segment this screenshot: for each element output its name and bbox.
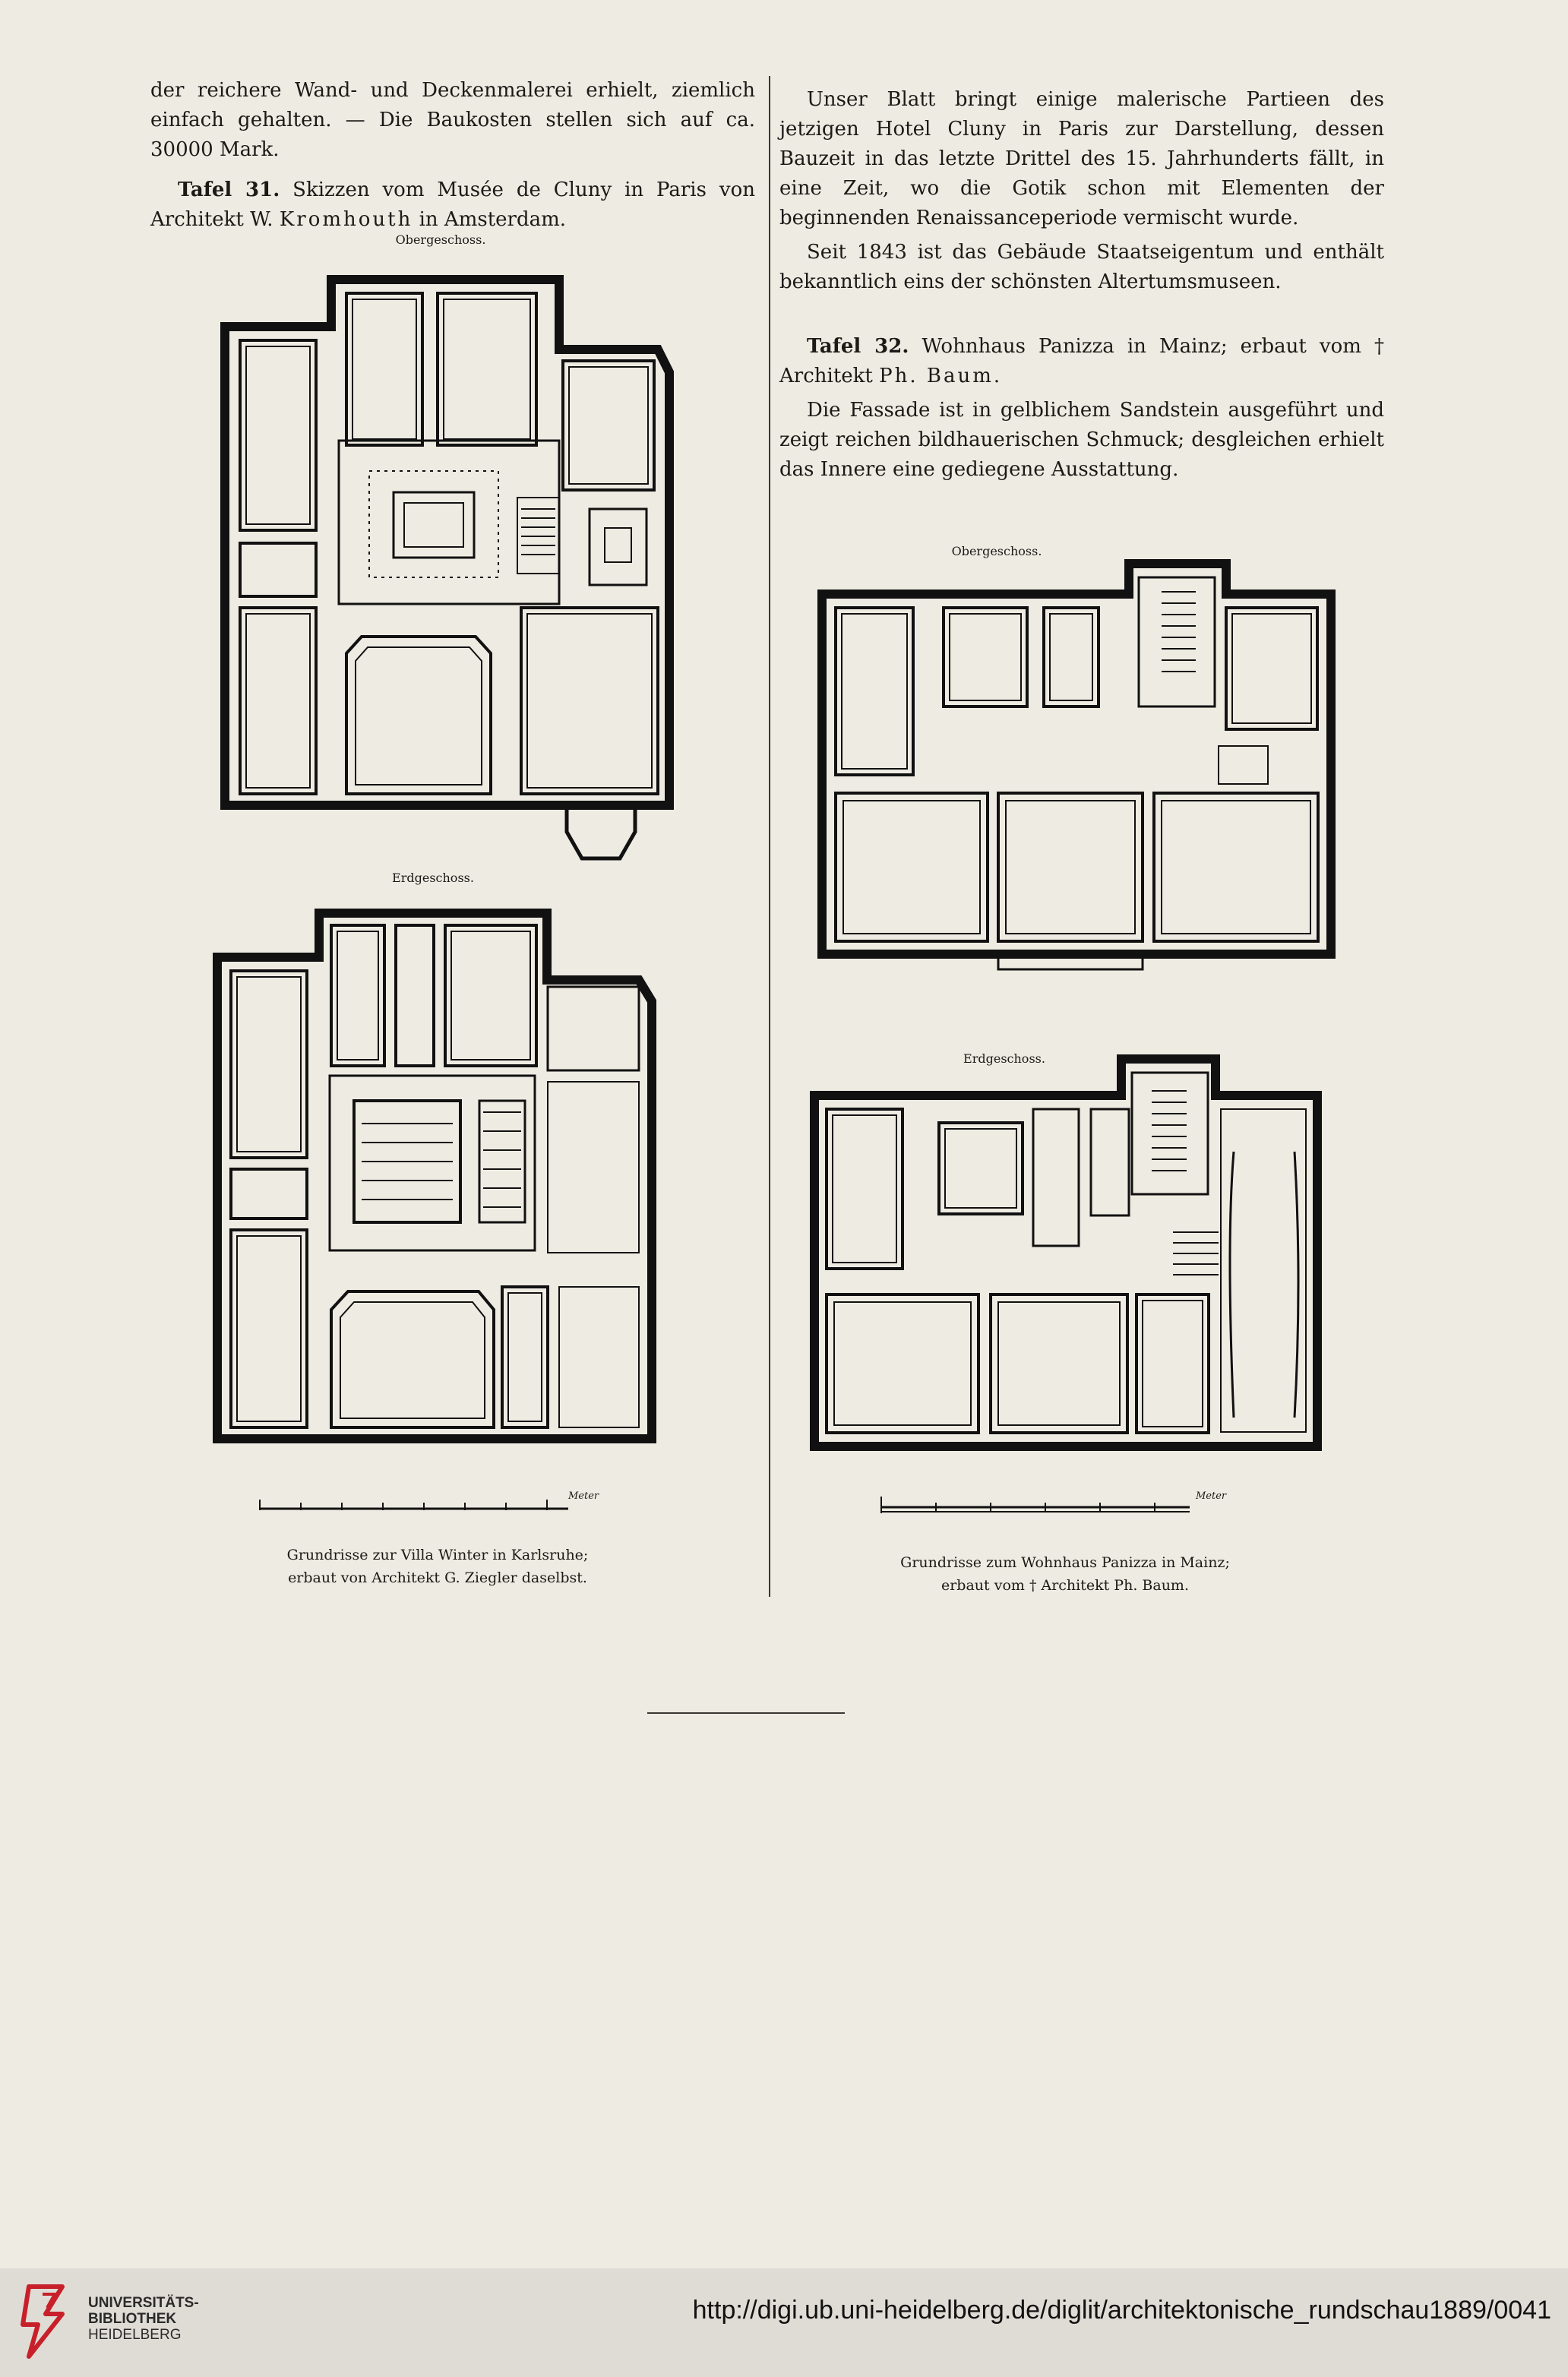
- villa-ground-floor-plan: [210, 907, 665, 1448]
- library-footer: [0, 2268, 1568, 2377]
- panizza-scale-unit: Meter: [1196, 1490, 1227, 1502]
- tafel31-paragraph: Tafel 31. Skizzen vom Musée de Cluny in Paris von Architekt W. Kromhouth in Amsterdam.: [150, 179, 755, 231]
- museum-paragraph: Seit 1843 ist das Gebäude Staatseigentum und enthält bekanntlich eins der schönsten Altertumsmuseen.: [779, 241, 1384, 293]
- section-end-rule: [647, 1712, 845, 1714]
- panizza-upper-label: Obergeschoss.: [951, 544, 1042, 558]
- intro-paragraph: der reichere Wand- und Deckenmalerei erhielt, ziemlich einfach gehalten. — Die Baukosten stellen sich auf ca. 30000 Mark.: [150, 79, 755, 161]
- column-divider: [769, 76, 770, 1597]
- tafel32-paragraph: Tafel 32. Wohnhaus Panizza in Mainz; erbaut vom † Architekt Ph. Baum.: [779, 335, 1384, 387]
- panizza-ground-label: Erdgeschoss.: [963, 1051, 1045, 1066]
- architect-name: Ph. Baum.: [879, 365, 1003, 387]
- villa-upper-floor-plan: [217, 273, 676, 869]
- villa-upper-label: Obergeschoss.: [395, 232, 486, 247]
- library-logo-icon: [15, 2282, 74, 2361]
- cluny-paragraph: Unser Blatt bringt einige malerische Partieen des jetzigen Hotel Cluny in Paris zur Darstellung, dessen Bauzeit in das letzte Drittel des 15. Jahrhunderts fällt, in eine Zeit, wo die Gotik schon mit Elementen der beginnenden Renaissanceperiode vermischt wurde.: [779, 88, 1384, 229]
- villa-ground-label: Erdgeschoss.: [392, 871, 474, 885]
- library-name: UNIVERSITÄTS- BIBLIOTHEK HEIDELBERG: [88, 2295, 199, 2343]
- tafel32-heading: Tafel 32.: [807, 335, 909, 358]
- villa-scale-unit: Meter: [568, 1490, 599, 1502]
- right-text-column: [779, 85, 1384, 485]
- architect-name: Kromhouth: [279, 208, 413, 231]
- source-url-link[interactable]: http://digi.ub.uni-heidelberg.de/diglit/architektonische_rundschau1889/0041: [692, 2296, 1551, 2325]
- panizza-ground-floor-plan: [808, 1053, 1325, 1456]
- left-text-column: [150, 76, 755, 235]
- panizza-upper-floor-plan: [816, 558, 1340, 980]
- villa-scale-bar: [257, 1489, 576, 1519]
- tafel31-heading: Tafel 31.: [178, 179, 280, 201]
- panizza-scale-bar: [878, 1489, 1197, 1519]
- villa-caption: Grundrisse zur Villa Winter in Karlsruhe; erbaut von Architekt G. Ziegler daselbst.: [286, 1547, 589, 1586]
- facade-paragraph: Die Fassade ist in gelblichem Sandstein ausgeführt und zeigt reichen bildhauerischen Schmuck; desgleichen erhielt das Innere eine gediegene Ausstattung.: [779, 399, 1384, 481]
- panizza-caption: Grundrisse zum Wohnhaus Panizza in Mainz; erbaut vom † Architekt Ph. Baum.: [900, 1554, 1230, 1594]
